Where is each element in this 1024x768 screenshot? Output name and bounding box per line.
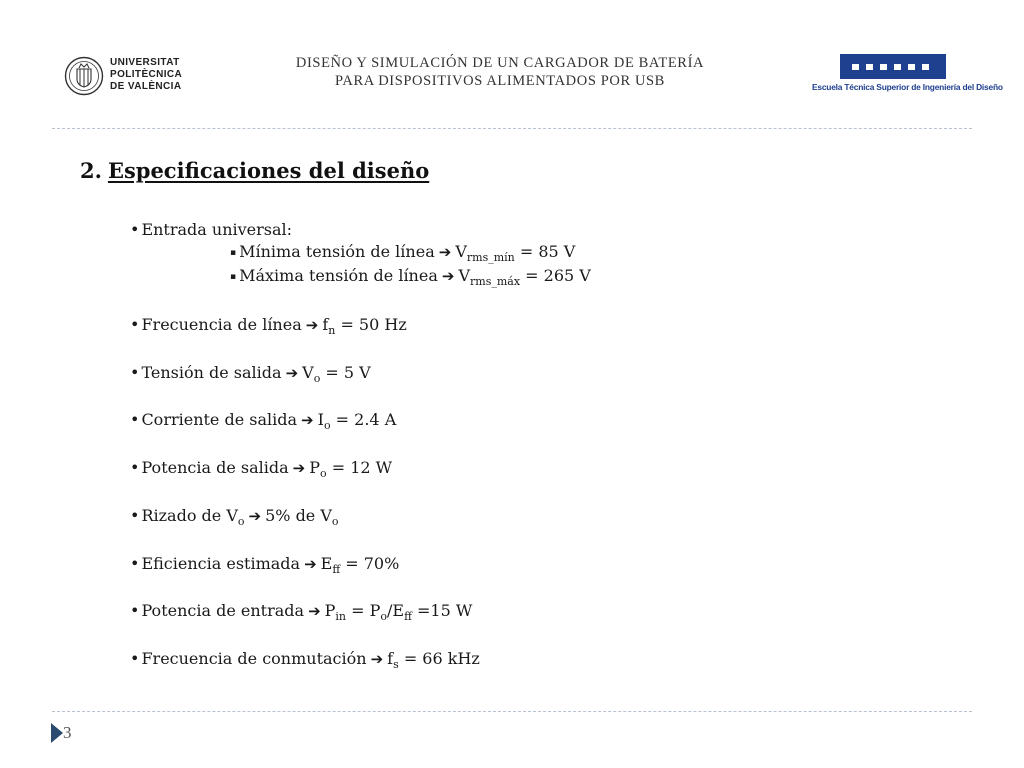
item-value: 5% de V xyxy=(265,506,332,525)
upv-logo-line2: POLITÈCNICA xyxy=(110,69,183,80)
item-value: = 265 V xyxy=(525,266,591,285)
arrow-right-icon: ➔ xyxy=(370,650,384,668)
triangle-right-icon xyxy=(50,722,64,744)
item-subscript: n xyxy=(328,324,336,337)
arrow-right-icon: ➔ xyxy=(441,267,455,285)
item-subscript: o xyxy=(380,610,387,623)
arrow-right-icon: ➔ xyxy=(301,411,314,429)
header-title-line1: DISEÑO Y SIMULACIÓN DE UN CARGADOR DE BATERÍA xyxy=(295,55,705,71)
item-label: Frecuencia de línea xyxy=(141,315,302,334)
bullet: • xyxy=(130,458,140,477)
item-value: = 66 kHz xyxy=(403,649,480,668)
item-division: /E xyxy=(387,601,405,620)
section-title-text: Especificaciones del diseño xyxy=(107,158,430,183)
list-item-rizado xyxy=(130,506,339,528)
list-item-tension-salida xyxy=(130,363,371,385)
bullet: • xyxy=(130,410,140,429)
upv-logo-line3: DE VALÈNCIA xyxy=(110,81,182,92)
item-subscript: ff xyxy=(404,610,412,623)
bullet: • xyxy=(130,649,140,668)
item-subscript: o xyxy=(313,372,321,385)
item-label: Máxima tensión de línea xyxy=(239,266,438,285)
item-symbol: f xyxy=(322,315,329,334)
item-value: =15 W xyxy=(417,601,473,620)
list-item-frecuencia-conmutacion xyxy=(130,649,480,671)
item-symbol: f xyxy=(387,649,394,668)
etsid-logo-caption: Escuela Técnica Superior de Ingeniería del Diseño xyxy=(812,82,1003,92)
header-title xyxy=(240,54,760,90)
item-symbol: I xyxy=(317,410,324,429)
arrow-right-icon: ➔ xyxy=(438,243,452,261)
list-item-vmin xyxy=(230,242,576,264)
item-subscript: o xyxy=(237,515,245,528)
item-subscript: o xyxy=(320,467,327,480)
list-item-potencia-entrada xyxy=(130,601,473,623)
arrow-right-icon: ➔ xyxy=(304,555,317,573)
item-subscript: rms_máx xyxy=(470,275,521,288)
etsid-logo xyxy=(812,52,1003,96)
item-value: = 5 V xyxy=(325,363,371,382)
upv-logo-text xyxy=(110,57,182,93)
item-text: Entrada universal: xyxy=(141,220,293,239)
arrow-right-icon: ➔ xyxy=(308,602,321,620)
square-bullet: ▪ xyxy=(230,248,237,258)
item-symbol: P xyxy=(309,458,320,477)
item-label: Rizado de V xyxy=(141,506,238,525)
item-value: = 70% xyxy=(345,554,400,573)
item-subscript: s xyxy=(393,658,399,671)
bullet: • xyxy=(130,220,140,239)
upv-seal-icon xyxy=(64,56,104,96)
list-item-potencia-salida xyxy=(130,458,393,480)
arrow-right-icon: ➔ xyxy=(305,316,319,334)
bullet: • xyxy=(130,506,140,525)
item-label: Eficiencia estimada xyxy=(141,554,301,573)
item-label: Tensión de salida xyxy=(141,363,282,382)
page-number: 3 xyxy=(63,723,72,742)
item-equation: = P xyxy=(351,601,381,620)
list-item-corriente-salida xyxy=(130,410,397,432)
list-item-frecuencia-linea xyxy=(130,315,407,337)
item-subscript: o xyxy=(331,515,339,528)
list-item-entrada xyxy=(130,220,292,239)
item-label: Frecuencia de conmutación xyxy=(141,649,367,668)
header-divider xyxy=(52,128,972,129)
footer-divider xyxy=(52,711,972,712)
item-label: Potencia de salida xyxy=(141,458,289,477)
upv-logo-line1: UNIVERSITAT xyxy=(110,57,180,68)
item-symbol: V xyxy=(302,363,314,382)
item-symbol: P xyxy=(324,601,336,620)
bullet: • xyxy=(130,554,140,573)
arrow-right-icon: ➔ xyxy=(248,507,262,525)
header-title-line2: PARA DISPOSITIVOS ALIMENTADOS POR USB xyxy=(335,73,665,89)
item-value: = 50 Hz xyxy=(340,315,407,334)
item-label: Potencia de entrada xyxy=(141,601,305,620)
item-symbol: V xyxy=(458,266,471,285)
item-subscript: ff xyxy=(332,563,341,576)
arrow-right-icon: ➔ xyxy=(292,459,306,477)
list-item-vmax xyxy=(230,266,591,288)
bullet: • xyxy=(130,601,140,620)
item-label: Mínima tensión de línea xyxy=(239,242,435,261)
item-subscript: rms_mín xyxy=(466,251,515,264)
item-subscript: o xyxy=(323,419,331,432)
bullet: • xyxy=(130,315,140,334)
item-value: = 2.4 A xyxy=(335,410,397,429)
item-symbol: V xyxy=(455,242,467,261)
item-symbol: E xyxy=(320,554,333,573)
section-number: 2. xyxy=(80,158,102,183)
etsid-building-icon xyxy=(812,52,974,82)
item-subscript: in xyxy=(335,610,347,623)
list-item-eficiencia xyxy=(130,554,400,576)
item-label: Corriente de salida xyxy=(141,410,298,429)
bullet: • xyxy=(130,363,140,382)
section-title xyxy=(80,158,429,183)
square-bullet: ▪ xyxy=(230,272,237,282)
item-value: = 12 W xyxy=(331,458,393,477)
item-value: = 85 V xyxy=(519,242,576,261)
arrow-right-icon: ➔ xyxy=(285,364,299,382)
upv-logo xyxy=(64,56,194,100)
